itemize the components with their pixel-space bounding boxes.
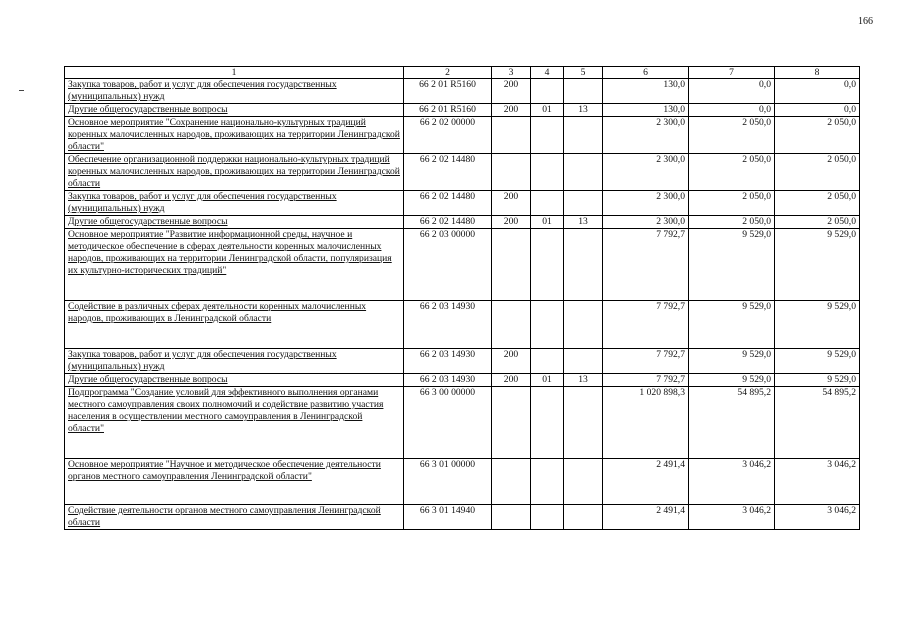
cell-expense-type [492, 301, 531, 349]
cell-subsection [564, 154, 603, 191]
cell-subsection: 13 [564, 104, 603, 117]
cell-target-article: 66 3 01 14940 [404, 505, 492, 530]
cell-amount-year2: 0,0 [689, 79, 775, 104]
cell-section: 01 [531, 216, 564, 229]
cell-section: 01 [531, 374, 564, 387]
cell-amount-year3: 9 529,0 [775, 349, 860, 374]
cell-target-article: 66 2 01 R5160 [404, 79, 492, 104]
cell-amount-year3: 2 050,0 [775, 216, 860, 229]
cell-amount-year1: 2 300,0 [603, 117, 689, 154]
cell-amount-year2: 54 895,2 [689, 387, 775, 459]
cell-amount-year1: 2 300,0 [603, 154, 689, 191]
cell-amount-year2: 9 529,0 [689, 374, 775, 387]
cell-amount-year2: 9 529,0 [689, 301, 775, 349]
cell-amount-year2: 2 050,0 [689, 191, 775, 216]
cell-expense-type [492, 387, 531, 459]
table-header-row [65, 67, 860, 79]
column-header: 4 [531, 67, 564, 79]
cell-amount-year2: 9 529,0 [689, 349, 775, 374]
cell-amount-year3: 2 050,0 [775, 154, 860, 191]
cell-name: Содействие в различных сферах деятельности коренных малочисленных народов, проживающих в Ленинградской области [65, 301, 404, 349]
cell-section [531, 459, 564, 505]
cell-target-article: 66 2 02 14480 [404, 216, 492, 229]
table-row [65, 387, 860, 459]
cell-amount-year1: 1 020 898,3 [603, 387, 689, 459]
cell-target-article: 66 2 03 00000 [404, 229, 492, 301]
cell-section: 01 [531, 104, 564, 117]
cell-amount-year3: 3 046,2 [775, 505, 860, 530]
cell-amount-year2: 3 046,2 [689, 505, 775, 530]
table-row [65, 505, 860, 530]
cell-section [531, 229, 564, 301]
cell-subsection: 13 [564, 374, 603, 387]
column-header: 6 [603, 67, 689, 79]
cell-section [531, 301, 564, 349]
budget-table [64, 66, 860, 530]
cell-amount-year2: 2 050,0 [689, 154, 775, 191]
cell-name: Закупка товаров, работ и услуг для обеспечения государственных (муниципальных) нужд [65, 191, 404, 216]
column-header: 5 [564, 67, 603, 79]
cell-name: Другие общегосударственные вопросы [65, 216, 404, 229]
cell-expense-type: 200 [492, 349, 531, 374]
cell-subsection [564, 79, 603, 104]
cell-subsection [564, 349, 603, 374]
cell-amount-year3: 9 529,0 [775, 301, 860, 349]
table-row [65, 154, 860, 191]
cell-subsection [564, 301, 603, 349]
cell-amount-year3: 2 050,0 [775, 117, 860, 154]
cell-amount-year1: 7 792,7 [603, 301, 689, 349]
cell-section [531, 505, 564, 530]
cell-amount-year1: 2 300,0 [603, 216, 689, 229]
table-row [65, 229, 860, 301]
table-row [65, 216, 860, 229]
cell-name: Закупка товаров, работ и услуг для обеспечения государственных (муниципальных) нужд [65, 349, 404, 374]
page-number: 166 [858, 16, 873, 27]
cell-name: Основное мероприятие "Развитие информационной среды, научное и методическое обеспечение в сферах деятельности коренных малочисленных народов, проживающих на территории Ленинградской области, популяризация их культурно-исторических традиций" [65, 229, 404, 301]
cell-expense-type: 200 [492, 191, 531, 216]
cell-expense-type [492, 154, 531, 191]
cell-target-article: 66 2 01 R5160 [404, 104, 492, 117]
cell-name: Основное мероприятие "Сохранение национально-культурных традиций коренных малочисленных народов, проживающих на территории Ленинградской области" [65, 117, 404, 154]
cell-amount-year1: 2 300,0 [603, 191, 689, 216]
cell-expense-type: 200 [492, 79, 531, 104]
column-header: 2 [404, 67, 492, 79]
cell-amount-year3: 0,0 [775, 104, 860, 117]
cell-amount-year3: 2 050,0 [775, 191, 860, 216]
column-header: 3 [492, 67, 531, 79]
cell-section [531, 349, 564, 374]
cell-expense-type: 200 [492, 374, 531, 387]
cell-name: Закупка товаров, работ и услуг для обеспечения государственных (муниципальных) нужд [65, 79, 404, 104]
cell-subsection: 13 [564, 216, 603, 229]
table-row [65, 104, 860, 117]
cell-name: Основное мероприятие "Научное и методическое обеспечение деятельности органов местного самоуправления Ленинградской области" [65, 459, 404, 505]
cell-expense-type [492, 505, 531, 530]
cell-subsection [564, 387, 603, 459]
cell-amount-year1: 7 792,7 [603, 349, 689, 374]
cell-amount-year1: 7 792,7 [603, 374, 689, 387]
table-row [65, 191, 860, 216]
cell-subsection [564, 191, 603, 216]
cell-amount-year3: 0,0 [775, 79, 860, 104]
column-header: 1 [65, 67, 404, 79]
cell-section [531, 387, 564, 459]
table-body [65, 67, 860, 530]
cell-section [531, 79, 564, 104]
cell-target-article: 66 3 00 00000 [404, 387, 492, 459]
cell-amount-year2: 3 046,2 [689, 459, 775, 505]
cell-amount-year3: 9 529,0 [775, 229, 860, 301]
margin-mark [19, 90, 24, 91]
cell-name: Обеспечение организационной поддержки национально-культурных традиций коренных малочисленных народов, проживающих на территории Ленинградской области [65, 154, 404, 191]
column-header: 7 [689, 67, 775, 79]
table-row [65, 117, 860, 154]
table-row [65, 79, 860, 104]
cell-subsection [564, 117, 603, 154]
cell-name: Содействие деятельности органов местного самоуправления Ленинградской области [65, 505, 404, 530]
cell-expense-type [492, 117, 531, 154]
cell-subsection [564, 505, 603, 530]
cell-amount-year3: 3 046,2 [775, 459, 860, 505]
cell-target-article: 66 2 02 14480 [404, 191, 492, 216]
cell-amount-year1: 130,0 [603, 104, 689, 117]
column-header: 8 [775, 67, 860, 79]
cell-amount-year3: 9 529,0 [775, 374, 860, 387]
cell-target-article: 66 2 02 14480 [404, 154, 492, 191]
cell-amount-year1: 130,0 [603, 79, 689, 104]
cell-section [531, 154, 564, 191]
cell-amount-year3: 54 895,2 [775, 387, 860, 459]
cell-name: Подпрограмма "Создание условий для эффективного выполнения органами местного самоуправления своих полномочий и содействие развитию участия населения в осуществлении местного самоуправления в Ленинградской области" [65, 387, 404, 459]
cell-subsection [564, 459, 603, 505]
cell-amount-year2: 2 050,0 [689, 216, 775, 229]
cell-expense-type: 200 [492, 216, 531, 229]
cell-name: Другие общегосударственные вопросы [65, 104, 404, 117]
cell-amount-year2: 0,0 [689, 104, 775, 117]
cell-section [531, 117, 564, 154]
cell-target-article: 66 2 02 00000 [404, 117, 492, 154]
table-row [65, 374, 860, 387]
cell-target-article: 66 2 03 14930 [404, 349, 492, 374]
cell-expense-type [492, 229, 531, 301]
table-row [65, 301, 860, 349]
cell-target-article: 66 3 01 00000 [404, 459, 492, 505]
cell-name: Другие общегосударственные вопросы [65, 374, 404, 387]
cell-amount-year2: 9 529,0 [689, 229, 775, 301]
table-row [65, 459, 860, 505]
cell-section [531, 191, 564, 216]
cell-target-article: 66 2 03 14930 [404, 301, 492, 349]
table-row [65, 349, 860, 374]
cell-amount-year2: 2 050,0 [689, 117, 775, 154]
cell-amount-year1: 2 491,4 [603, 459, 689, 505]
cell-expense-type [492, 459, 531, 505]
cell-expense-type: 200 [492, 104, 531, 117]
cell-target-article: 66 2 03 14930 [404, 374, 492, 387]
cell-amount-year1: 2 491,4 [603, 505, 689, 530]
cell-subsection [564, 229, 603, 301]
cell-amount-year1: 7 792,7 [603, 229, 689, 301]
